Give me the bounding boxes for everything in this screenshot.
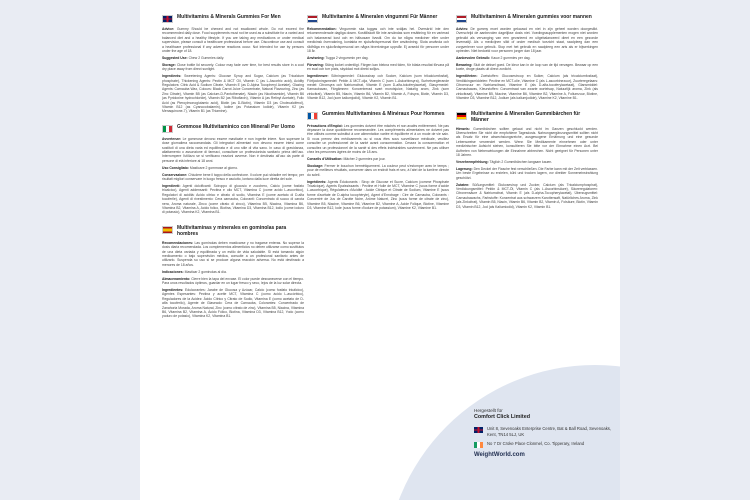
section-italian — [162, 124, 304, 215]
advice-paragraph: Advice: Gummy Should be chewed and not swallowed whole. Do not exceed the recommended daily dose. Food supplements must not be used as a substitute for a varied and balanced diet and a healthy lifestyle. If you are taking any medications or under medical supervision, please consult a healthcare professional before use. Discontinue use and consult a healthcare professional if any adverse reactions occur. Not intended for use by persons under the age of 18. — [162, 27, 304, 54]
section-title: Gummies Multivitamines & Minéraux Pour Hommes — [322, 110, 445, 117]
usage-paragraph: Anvisning: Tugga 2 vingummin per dag. — [307, 55, 369, 60]
usage-paragraph: Conseils d'Utilisation: Mâcher 2 gummies par jour. — [307, 156, 386, 161]
storage-paragraph: Almacenamiento: Cierre bien la tapa del envase. El color puede desvanecerse con el tiempo. Para unos resultados óptimos, guardar en un lugar fresco y seco, lejos de la luz solar directa. — [162, 276, 304, 286]
ingredients-paragraph: Ingrédients: Agents Édulcorants : Sirop de Glucose et Sucre, Calcium (comme Phosphate Tricalcique), Agents Epaississants : Pectine et Huile de MCT, Vitamine C (sous forme d'acide L-ascorbique), Régulateurs d'Acidité : Acide Citrique et Citrate de Sodium, Vitamine E (sous forme d'acétate de D-alpha tocophéryle), Agent d'Enrobage : Cire de Carnauba, Colorants : Concentré de Jus de Carotte Noire, Arôme Naturel, Zinc (sous forme de citrate de zinc), Vitamine B5, Niacine, Vitamine B6, Vitamine B2, Vitamine A, Acide Folique, Biotine, Vitamine D3, Vitamine B12, Iode (sous forme d'iodure de potassium), Vitamine K2, Vitamine B1. — [307, 179, 449, 210]
advice-paragraph: Précautions d'Emploi: Les gummies doivent être mâchés et non avalés entièrement. Ne pas dépasser la dose quotidienne recommandée. Les compléments alimentaires ne doivent pas être utilisés comme substitut à une alimentation variée et équilibrée et à un mode de vie sain. Si vous prenez des médicaments ou si vous êtes sous surveillance médicale, veuillez consulter un professionnel de la santé avant consommation. Cessez la consommation et consultez un professionnel de la santé si des effets indésirables surviennent. Ne pas utiliser chez les personnes âgées de moins de 18 ans. — [307, 123, 449, 155]
manufacturer-block — [474, 408, 614, 458]
section-title: Multivitaminas y minerales en gominolas para hombres — [177, 224, 287, 237]
storage-paragraph: Förvaring: Stäng locket ordentligt. Färgen kan blekna med tiden, för bästa resultat förvara på en sval och torr plats, skyddad mot direkt solljus. — [307, 62, 449, 72]
advice-paragraph: Avvertenze: Le gommose devono essere masticate e non ingerite intere. Non superare la dose giornaliera raccomandata. Gli integratori alimentari non devono essere intesi come sostituti di una dieta varia ed equilibrata e di uno stile di vita sano. In caso di gravidanza, allattamento o assunzione di farmaci, consultare un professionista sanitario prima dell'uso. Interrompere l'utilizzo se si verificano reazioni avverse. Non è destinato all'uso da parte di persone di età inferiore ai 18 anni. — [162, 136, 304, 163]
usage-paragraph: Verzehrempfehlung: Täglich 2 Gummibärchen langsam kauen. — [456, 159, 553, 164]
storage-paragraph: Stockage: Fermer le bouchon hermétiquement. La couleur peut s'estomper avec le temps ; pour de meilleurs résultats, conserver dans un endroit frais et sec, à l'abri de la lumière directe du soleil. — [307, 163, 449, 177]
netherlands-flag-icon — [456, 15, 467, 23]
ingredients-paragraph: Ingrediënten: Zoetstoffen: Glucosestroop en Suiker, Calcium (als tricalciumfosfaat), Verdikkingsmiddelen: Pectine en MCT-olie, Vitamine C (als L-ascorbinezuur), Zuurteregelaars: Citroenzuur en Natriumcitraat, Vitamine E (als D-alfa-tocoferylacetaat), Glansmiddel: Carnaubawas, Kleurstoffen: Concentraat van zwarte wortelsap, Natuurlijk aroma, Zink (als zinkcitraat), Vitamine B5, Niacine, Vitamine B6, Vitamine B2, Vitamine A, Foliumzuur, Biotine, Vitamine D3, Vitamine B12, Jodium (als kaliumjodide), Vitamine K2, Vitamine B1. — [456, 74, 598, 101]
address-uk-text: Unit 8, Sevenoaks Enterprise Centre, Bat & Ball Road, Sevenoaks, Kent, TN14 5LJ, UK — [487, 426, 612, 437]
spain-flag-icon — [162, 226, 173, 234]
uk-flag-icon — [474, 427, 483, 433]
section-french — [307, 111, 449, 211]
ingredients-paragraph: Ingredients: Sweetening Agents: Glucose Syrup and Sugar, Calcium (as Tricalcium phosphate), Thickening Agents: Pectin & MCT Oil, Vitamin C (as L-Ascorbic acid), Acidity Regulators: Citric Acid & Sodium Citrate, Vitamin E (as D-Alpha Tocopheryl Acetate), Glazing Agents: Carnauba Wax, Colours: Black Carrot Juice Concentrate, Natural Flavouring, Zinc (as Zinc Citrate), Vitamin B5 (as Calcium-D-Pantothenate), Niacin (as Nicotinamide), Vitamin B6 (as Pyridoxine hydrochloride), Vitamin B2 (as Riboflavin), Vitamin A (as Retinyl Acetate), Folic Acid (as Pteroylmonoglutamic acid), Biotin (as D-Biotin), Vitamin D3 (as Cholecalciferol), Vitamin B12 (as Cyanocobalamin), Iodine (as Potassium Iodide), Vitamin K2 (as Menaquinone-7), Vitamin B1 (as Thiamine). — [162, 74, 304, 114]
section-header — [456, 14, 598, 23]
made-for-label: Hergestellt für — [474, 408, 503, 413]
section-header — [456, 111, 598, 123]
section-title: Multivitaminen & Mineralen gummies voor mannen — [471, 14, 592, 20]
ingredients-paragraph: Ingredientes: Edulcorantes: Jarabe de Glucosa y Azúcar, Calcio (como fosfato tricálcico), Agentes Espesantes: Pectina y aceite MCT, Vitamina C (como ácido L-ascórbico), Reguladores de la Acidez: Ácido Cítrico y Citrato de Sodio, Vitamina E (como acetato de D-alfa tocoferilo), Agente de Glaseado: Cera de Carnauba, Colorantes: Concentrado de Zanahoria Morada, Aroma Natural, Zinc (como citrato de zinc), Vitamina B5, Niacina, Vitamina B6, Vitamina B2, Vitamina A, Ácido Fólico, Biotina, Vitamina D3, Vitamina B12, Yodo (como yoduro de potasio), Vitamina K2, Vitamina B1. — [162, 287, 304, 319]
usage-paragraph: Uso Consigliato: Masticare 2 gommose al giorno. — [162, 165, 239, 170]
storage-paragraph: Conservazione: Chiudere bene il tappo della confezione. Il colore può sbiadire nel tempo; per risultati migliori conservare in luogo fresco e asciutto, lontano dalla luce diretta del sole. — [162, 172, 304, 182]
usage-paragraph: Indicaciones: Masticar 2 gominolas al día. — [162, 269, 227, 274]
ingredients-paragraph: Ingredienti: Agenti dolcificanti: Sciroppo di glucosio e zucchero, Calcio (come fosfato tricalcico), Agenti addensanti: Pectina e olio MCT, Vitamina C (come acido L-ascorbico), Regolatori di acidità: Acido citrico e citrato di sodio, Vitamina E (come acetato di D-alfa tocoferile), Agenti di rivestimento: Cera carnauba, Coloranti: Concentrato di succo di carota nera, Aroma naturale, Zinco (come citrato di zinco), Vitamina B5, Niacina, Vitamina B6, Vitamina B2, Vitamina A, Acido folico, Biotina, Vitamina D3, Vitamina B12, Iodio (come ioduro di potassio), Vitamina K2, Vitamina B1. — [162, 183, 304, 215]
label-sheet — [140, 0, 620, 500]
advice-paragraph: Recomendaciones: Las gominolas deben masticarse y no tragarse enteras. No superar la dosis diaria recomendada. Los complementos alimenticios no deben utilizarse como sustitutos de una dieta variada y equilibrada y un estilo de vida saludable. Si está tomando algún medicamento o bajo supervisión médica, consulte a un profesional sanitario antes de utilizarlo. Suspenda su uso si se produce alguna reacción adversa. No está destinado a menores de 18 años. — [162, 240, 304, 267]
website-link[interactable]: WeightWorld.com — [474, 452, 525, 459]
section-spanish — [162, 225, 304, 319]
section-title: Gommose Multivitaminico con Minerali Per Uomo — [177, 123, 295, 130]
address-ireland — [474, 441, 614, 448]
advice-paragraph: Hinweis: Gummibärchen sollten gekaut und nicht im Ganzen geschluckt werden. Überschreiten Sie nicht die empfohlene Tagesdosis. Nahrungsergänzungsmittel sollten nicht als Ersatz für eine abwechslungsreiche, ausgewogene Ernährung und eine gesunde Lebensweise verwendet werden. Wenn Sie Medikamente einnehmen oder unter medizinischer Aufsicht stehen, konsultieren Sie bitte vor der Einnahme einen Arzt. Bei Auftreten von Nebenwirkungen die Einnahme abbrechen. Nicht geeignet für Personen unter 18 Jahren. — [456, 126, 598, 158]
company-name: Comfort Click Limited — [474, 414, 531, 420]
usage-paragraph: Aanbevolen Gebruik: Kauw 2 gummies per dag. — [456, 55, 531, 60]
column-left — [162, 14, 304, 329]
advice-paragraph: Rekommendation: Vingummin ska tuggas och inte sväljas hel. Överskrid inte den rekommenderade dagliga dosen. Kosttillskott får inte användas som ersättning för en varierad och balanserad kost och en hälsosam livsstil. Om du tar några mediciner eller under medicinsk övervakning, kontakta en sjukvårdspersonal före användning. Sluta använda och rådfråga en sjukvårdspersonal om några biverkningar uppstår. Ej avsedd för personer under 18 år. — [307, 27, 449, 54]
section-header — [162, 225, 304, 237]
ingredients-paragraph: Ingredienser: Sötningsmedel: Glukossirap och Socker, Kalcium (som trikalciumfosfat), Förtjockningsmedel: Pektin & MCT-olja, Vitamin C (som L-Askorbinsyra), Surhetsreglerande medel: Citronsyra och Natriumcitrat, Vitamin E (som D-alfa-tokoferylacetat), Glasyrmedel: Karnaubavax, Färgämnen: Koncentrerad svart morotsjuice, Naturlig arom, Zink (som zinkcitrat), Vitamin B5, Niacin, Vitamin B6, Vitamin B2, Vitamin A, Folsyra, Biotin, Vitamin D3, Vitamin B12, Jod (som kaliumjodid), Vitamin K2, Vitamin B1. — [307, 74, 449, 101]
storage-paragraph: Storage: Close bottle lid securely. Colour may fade over time, for best results store in a cool dry place away from direct sunlight. — [162, 62, 304, 72]
italy-flag-icon — [162, 125, 173, 133]
address-uk — [474, 426, 614, 437]
flag-icon — [307, 15, 318, 23]
ingredients-paragraph: Zutaten: Süßungsmittel: Glukosesirup und Zucker, Calcium (als Tricalciumphosphat), Verdickungsmittel: Pektin & MCT-Öl, Vitamin C (als L-Ascorbinsäure), Säureregulatoren: Citronensäure & Natriumcitrat, Vitamin E (als D-alpha-Tocopherylacetat), Überzugsmittel: Carnaubawachs, Farbstoffe: Konzentrat aus schwarzem Karottensaft, Natürliches Aroma, Zink (als Zinkcitrat), Vitamin B5, Niacin, Vitamin B6, Vitamin B2, Vitamin A, Folsäure, Biotin, Vitamin D3, Vitamin B12, Jod (als Kaliumiodid), Vitamin K2, Vitamin B1. — [456, 182, 598, 209]
section-header — [307, 14, 449, 23]
section-header — [162, 14, 304, 23]
section-dutch — [456, 14, 598, 101]
uk-flag-icon — [162, 15, 173, 23]
ireland-flag-icon — [474, 442, 483, 448]
storage-paragraph: Bewaring: Sluit de deksel goed. De kleur kan in de loop van de tijd vervagen. Bewaar op een koele, droge plaats uit direct zonlicht. — [456, 62, 598, 72]
section-german — [456, 111, 598, 209]
usage-paragraph: Suggested Use: Chew 2 Gummies daily. — [162, 55, 225, 60]
advice-paragraph: Advies: De gummy moet worden gekauwd en niet in zijn geheel worden doorgeslikt. Overschrijd de aanbevolen dagelijkse dosis niet. Voedingssupplementen mogen niet worden gebruikt als vervanging van een gevarieerd en uitgebalanceerd dieet en een gezonde levensstijl. Als u medicijnen slikt of onder medisch toezicht staat, raadpleeg dan een zorgverlener voor gebruik. Stop met het gebruik en raadpleeg een arts als er bijwerkingen optreden. Niet bedoeld voor personen jonger dan 18 jaar. — [456, 27, 598, 54]
section-english — [162, 14, 304, 114]
section-swedish — [307, 14, 449, 101]
germany-flag-icon — [456, 112, 467, 120]
section-title: Multivitamine & Mineralien Gummibärchen für Männer — [471, 110, 581, 123]
section-header — [162, 124, 304, 133]
section-title: Multivitamins & Minerals Gummies For Men — [177, 14, 281, 20]
storage-paragraph: Lagerung: Den Deckel der Flasche fest verschließen. Die Farbe kann mit der Zeit verblassen. Um beste Ergebnisse zu erzielen, kühl und trocken lagern, vor direkter Sonneneinstrahlung geschützt. — [456, 166, 598, 180]
address-ireland-text: No 7 Dr Croke Place Clonmel, Co. Tipperary, Ireland — [487, 441, 585, 447]
column-right — [456, 14, 598, 219]
section-header — [307, 111, 449, 120]
france-flag-icon — [307, 112, 318, 120]
column-middle — [307, 14, 449, 220]
section-title: Multivitamine & Mineralen vingummi Für Männer — [322, 14, 438, 20]
